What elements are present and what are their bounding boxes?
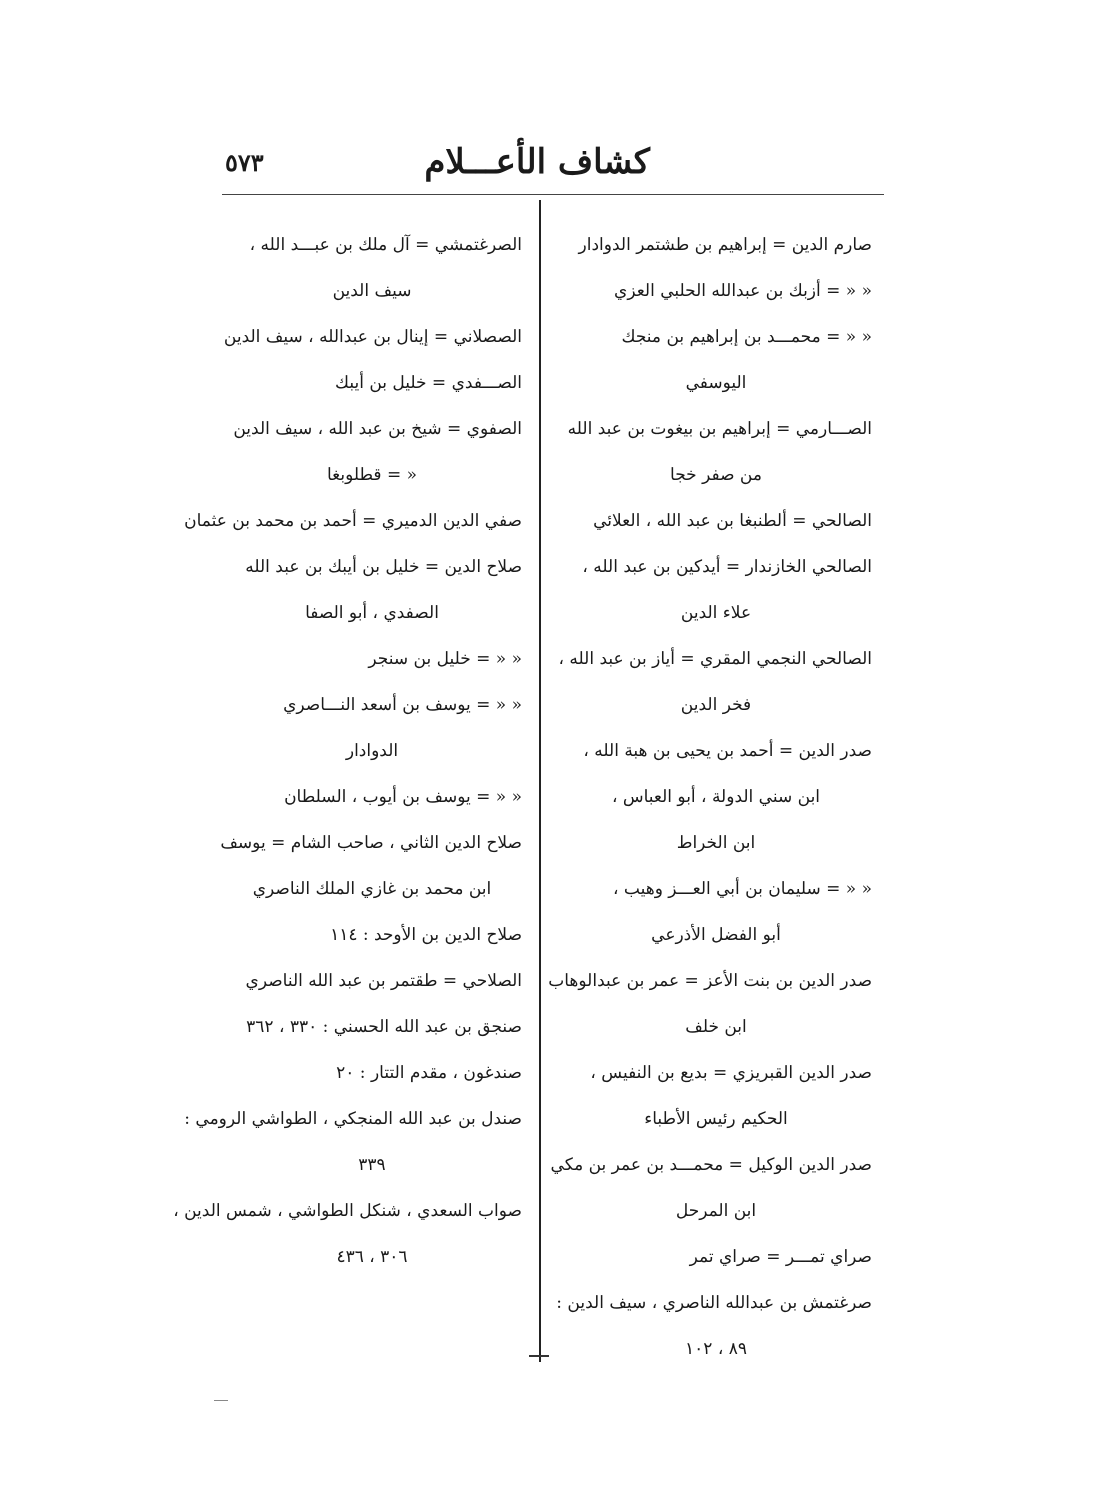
index-entry: [560, 544, 872, 636]
entry-continuation-line: علاء الدين: [680, 603, 752, 623]
entry-heading-line: « « = يوسف بن أيوب ، السلطان: [284, 787, 522, 807]
entry-heading-line: « « = خليل بن سنجر: [368, 649, 522, 669]
entry-continuation-line: ابن المرحل: [675, 1201, 757, 1221]
entry-heading-line: الصالحي الخازندار = أيدكين بن عبد الله ،: [582, 557, 872, 577]
index-entry: [548, 958, 872, 1050]
index-entry: [560, 728, 872, 866]
entry-continuation-line: « = قطلوبغا: [326, 465, 418, 485]
index-entry: [184, 498, 522, 544]
index-entry: [222, 360, 522, 406]
entry-continuation-line: أبو الفضل الأذرعي: [651, 925, 781, 945]
entry-continuation-line: فخر الدين: [680, 695, 752, 715]
index-entry: [556, 1280, 872, 1372]
page-number: ٥٧٣: [225, 148, 264, 177]
entry-heading-line: صدر الدين = أحمد بن يحيى بن هبة الله ،: [583, 741, 872, 761]
entry-heading-line: صراي تمـــر = صراي تمر: [689, 1247, 872, 1267]
entry-heading-line: الصصلاني = إينال بن عبدالله ، سيف الدين: [223, 327, 522, 347]
margin-mark: [214, 1400, 228, 1403]
index-entry: [222, 544, 522, 636]
index-entry: [550, 1142, 872, 1234]
index-entry: [222, 1004, 522, 1050]
header-rule: [222, 194, 884, 195]
entry-heading-line: الصـــفدي = خليل بن أيبك: [335, 373, 522, 393]
entry-heading-line: صفي الدين الدميري = أحمد بن محمد بن عثمان: [184, 511, 522, 531]
index-entry: [222, 682, 522, 774]
index-entry: [184, 1096, 522, 1188]
entry-heading-line: « « = سليمان بن أبي العـــز وهيب ،: [613, 879, 872, 899]
entry-continuation-line: الصفدي ، أبو الصفا: [305, 603, 439, 623]
entry-continuation-line: ٣٣٩: [358, 1155, 386, 1175]
index-entry: [222, 958, 522, 1004]
index-entry: [560, 268, 872, 314]
entry-heading-line: صدر الدين بن بنت الأعز = عمر بن عبدالوهاب: [548, 971, 872, 991]
entry-heading-line: صدر الدين الوكيل = محمـــد بن عمر بن مكي: [550, 1155, 872, 1175]
entry-heading-line: الصلاحي = طقتمر بن عبد الله الناصري: [245, 971, 522, 991]
page-header: [225, 138, 885, 190]
entry-continuation-line: ٣٠٦ ، ٤٣٦: [336, 1247, 408, 1267]
entry-continuation-line: ابن محمد بن غازي الملك الناصري: [252, 879, 492, 899]
entry-heading-line: « « = محمـــد بن إبراهيم بن منجك: [621, 327, 872, 347]
entry-heading-line: « « = أزبك بن عبدالله الحلبي العزي: [614, 281, 872, 301]
entry-heading-line: صنجق بن عبد الله الحسني : ٣٣٠ ، ٣٦٢: [246, 1017, 522, 1037]
left-column: [173, 222, 522, 1280]
right-column: [548, 222, 872, 1372]
entry-heading-line: صدر الدين القبريزي = بديع بن النفيس ،: [590, 1063, 872, 1083]
entry-continuation-line: اليوسفي: [685, 373, 747, 393]
index-entry: [560, 1050, 872, 1142]
entry-heading-line: صندغون ، مقدم التتار : ٢٠: [336, 1063, 522, 1083]
entry-heading-line: صندل بن عبد الله المنجكي ، الطواشي الرومي :: [184, 1109, 522, 1129]
index-entry: [222, 222, 522, 314]
index-entry: [222, 1050, 522, 1096]
entry-heading-line: صواب السعدي ، شنكل الطواشي ، شمس الدين ،: [173, 1201, 522, 1221]
entry-continuation-line: ابن الخراط: [676, 833, 756, 853]
entry-continuation-line: ٨٩ ، ١٠٢: [685, 1339, 747, 1359]
index-entry: [560, 498, 872, 544]
entry-continuation-line: ابن سني الدولة ، أبو العباس ،: [611, 787, 821, 807]
index-entry: [560, 1234, 872, 1280]
index-entry: [222, 912, 522, 958]
entry-heading-line: الصالحي = ألطنبغا بن عبد الله ، العلائي: [593, 511, 872, 531]
entry-heading-line: الصرغتمشي = آل ملك بن عبـــد الله ،: [249, 235, 522, 255]
entry-heading-line: صلاح الدين = خليل بن أيبك بن عبد الله: [245, 557, 522, 577]
entry-heading-line: صارم الدين = إبراهيم بن طشتمر الدوادار: [578, 235, 872, 255]
entry-heading-line: « « = يوسف بن أسعد النـــاصري: [283, 695, 522, 715]
divider-end-mark: [529, 1355, 549, 1361]
index-entry: [560, 866, 872, 958]
index-entry: [560, 222, 872, 268]
index-entry: [560, 314, 872, 406]
column-divider: [539, 200, 541, 1362]
entry-continuation-line: من صفر خجا: [670, 465, 762, 485]
entry-continuation-line: ابن خلف: [685, 1017, 747, 1037]
index-entry: [222, 314, 522, 360]
entry-continuation-line: الحكيم رئيس الأطباء: [644, 1109, 788, 1129]
running-title: كشاف الأعـــلام: [424, 142, 650, 182]
index-entry: [222, 820, 522, 912]
entry-continuation-line: الدوادار: [345, 741, 399, 761]
index-entry: [222, 636, 522, 682]
index-entry: [222, 406, 522, 498]
entry-heading-line: الصالحي النجمي المقري = أياز بن عبد الله ،: [558, 649, 872, 669]
index-entry: [560, 636, 872, 728]
entry-heading-line: صلاح الدين الثاني ، صاحب الشام = يوسف: [220, 833, 522, 853]
index-entry: [222, 774, 522, 820]
entry-heading-line: صرغتمش بن عبدالله الناصري ، سيف الدين :: [556, 1293, 872, 1313]
index-entry: [173, 1188, 522, 1280]
entry-heading-line: الصفوي = شيخ بن عبد الله ، سيف الدين: [233, 419, 522, 439]
entry-continuation-line: سيف الدين: [332, 281, 412, 301]
index-entry: [560, 406, 872, 498]
entry-heading-line: صلاح الدين بن الأوحد : ١١٤: [330, 925, 522, 945]
entry-heading-line: الصـــارمي = إبراهيم بن بيغوت بن عبد الله: [567, 419, 872, 439]
